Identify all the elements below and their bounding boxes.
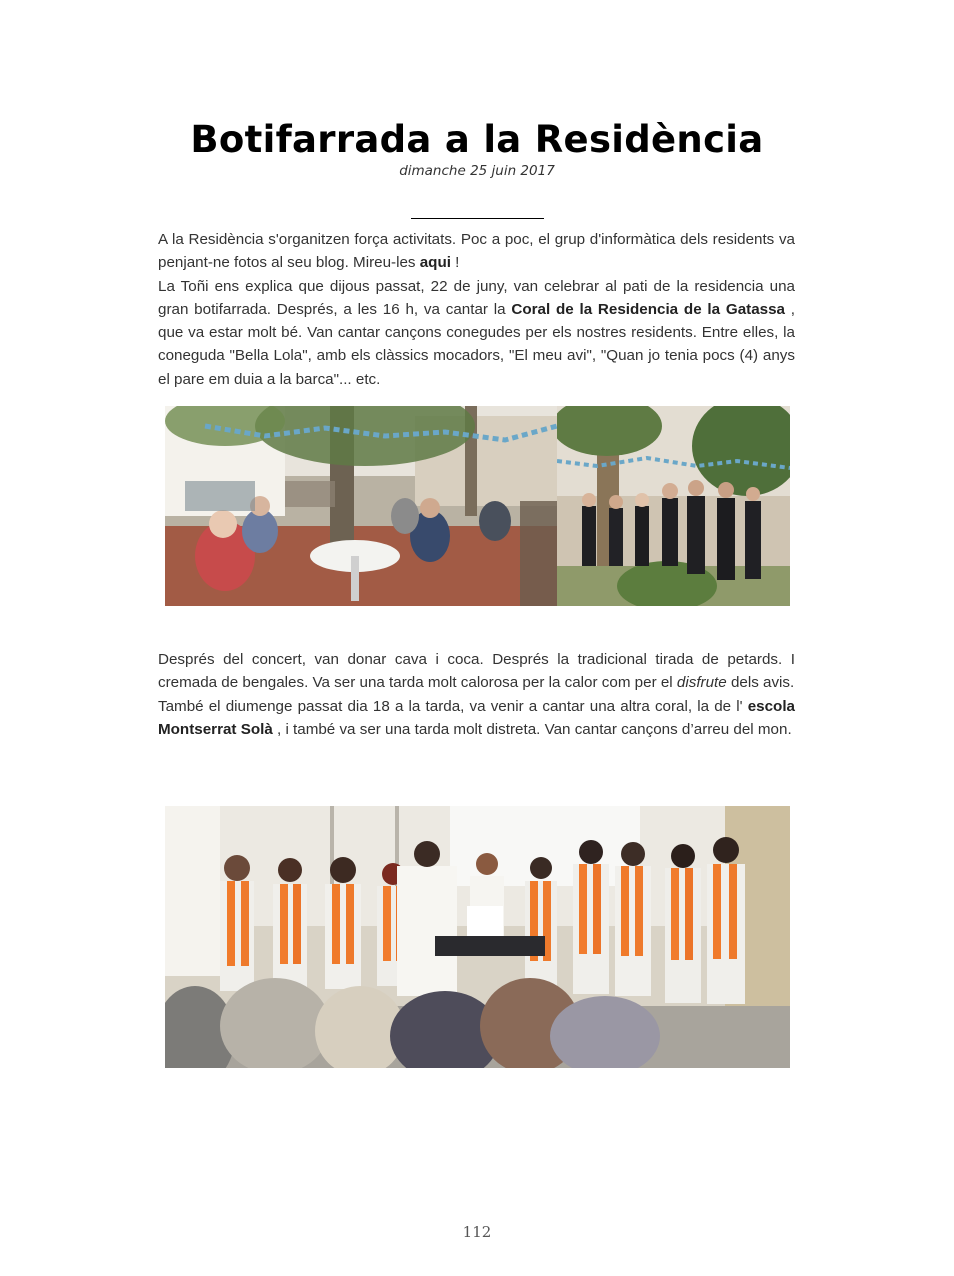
page-title: Botifarrada a la Residència xyxy=(190,118,764,161)
paragraph-after-concert xyxy=(158,648,795,741)
page-number: 112 xyxy=(462,1223,492,1241)
text-span: ! xyxy=(450,254,460,272)
text-span: A la Residència s'organitzen força activitats. Poc a poc, el grup d'informàtica dels residents va penjant-ne fotos al seu blog. Mireu-les xyxy=(158,231,795,272)
text-span: , que va estar molt bé. Van cantar cançons conegudes per els nostres residents. Entre elles, la coneguda "Bella Lola", amb els clàssics mocadors, "El meu avi", "Quan jo tenia pocs (4) anys el pare em duia a la barca"... etc. xyxy=(158,300,795,388)
bold-school-name: escola Montserrat Solà xyxy=(158,697,795,738)
text-span: , i també va ser una tarda molt distreta. Van cantar cançons d’arreu del mon. xyxy=(272,720,792,738)
photo-choir-garden xyxy=(557,406,790,606)
paragraph-intro xyxy=(158,228,795,391)
text-span: Després del concert, van donar cava i coca. Després la tradicional tirada de petards. I cremada de bengales. Va ser una tarda molt calorosa per la calor com per el xyxy=(158,651,795,692)
photo-school-choir xyxy=(165,806,790,1068)
photo-courtyard-residents xyxy=(165,406,557,606)
post-date: dimanche 25 juin 2017 xyxy=(399,163,555,179)
italic-word: disfrute xyxy=(676,674,727,692)
text-span: dels avis. xyxy=(726,674,795,692)
blog-link[interactable]: aqui xyxy=(419,254,451,272)
text-span: També el diumenge passat dia 18 a la tarda, va venir a cantar una altra coral, la de l' xyxy=(158,697,748,715)
text-span: La Toñi ens explica que dijous passat, 22 de juny, van celebrar al pati de la residencia una gran botifarrada. Després, a les 16 h, va cantar la xyxy=(158,277,795,318)
bold-choir-name: Coral de la Residencia de la Gatassa xyxy=(511,300,785,318)
separator-line xyxy=(411,218,544,219)
